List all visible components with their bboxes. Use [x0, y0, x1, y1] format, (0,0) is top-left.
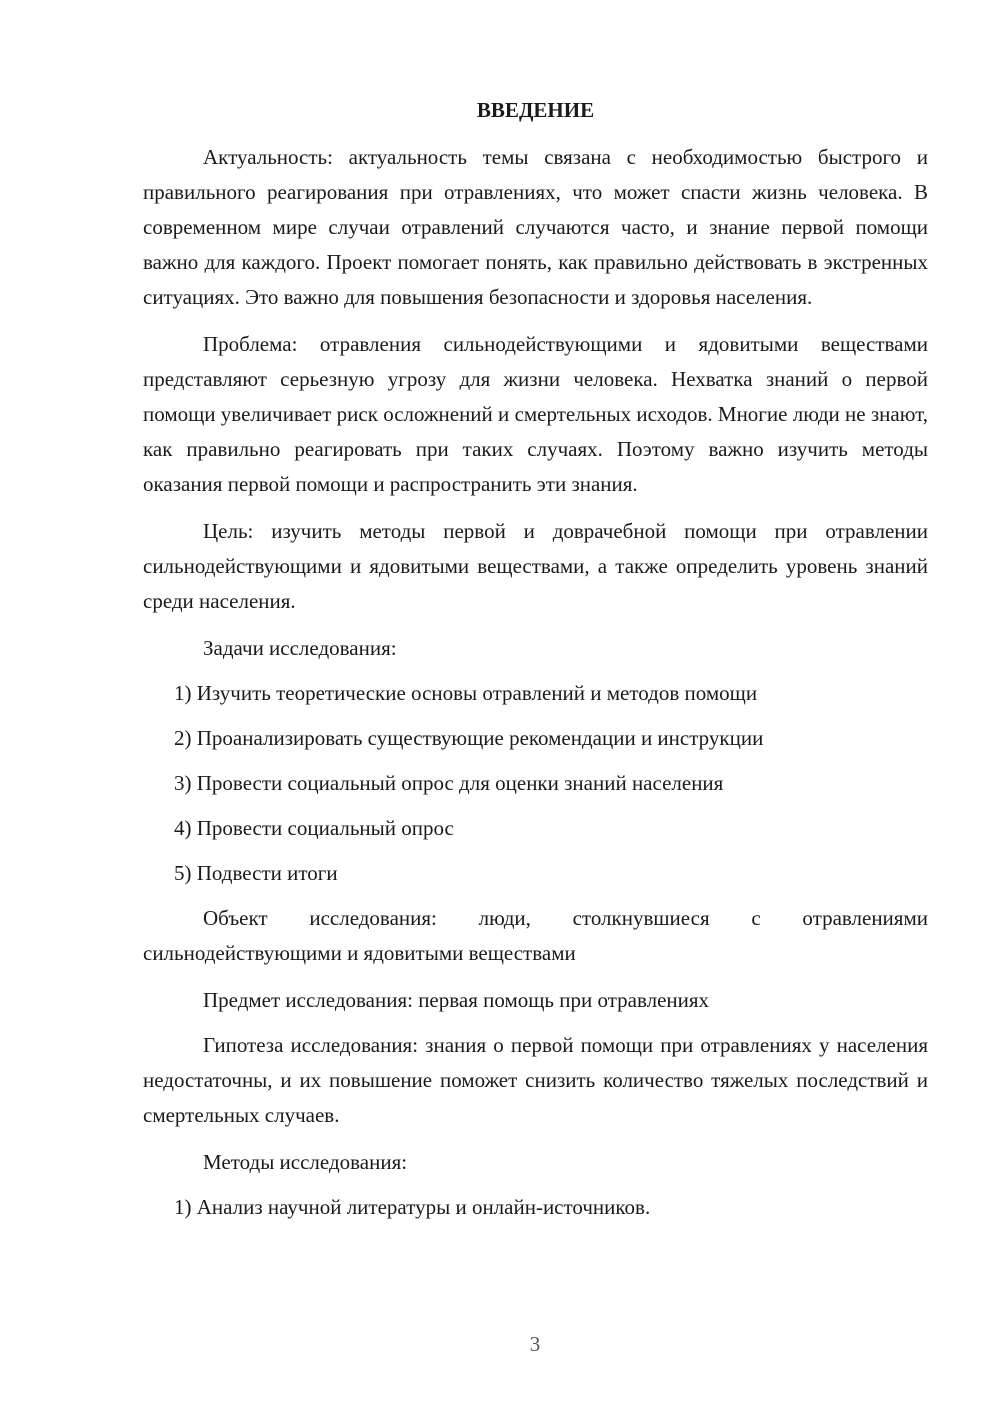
task-item: 4) Провести социальный опрос	[174, 816, 454, 840]
problem-paragraph: Проблема: отравления сильнодействующими и ядовитыми веществами представляют серьезную угрозу для жизни человека. Нехватка знаний о первой помощи увеличивает риск осложнений и смертельных исходов. Многие люди не знают, как правильно реагировать при таких случаях. Поэтому важно изучить методы оказания первой помощи и распространить эти знания.	[143, 332, 928, 496]
object-paragraph: Объект исследования: люди, столкнувшиеся с отравлениями сильнодействующими и ядовитыми веществами	[143, 906, 928, 965]
method-item: 1) Анализ научной литературы и онлайн-источников.	[174, 1195, 651, 1219]
tasks-list	[143, 676, 928, 891]
hypothesis-paragraph: Гипотеза исследования: знания о первой помощи при отравлениях у населения недостаточны, и их повышение поможет снизить количество тяжелых последствий и смертельных случаев.	[143, 1033, 928, 1127]
task-item: 1) Изучить теоретические основы отравлений и методов помощи	[174, 681, 758, 705]
document-page	[143, 92, 928, 1235]
methods-list	[143, 1190, 928, 1225]
goal-paragraph: Цель: изучить методы первой и доврачебной помощи при отравлении сильнодействующими и ядовитыми веществами, а также определить уровень знаний среди населения.	[143, 519, 928, 613]
page-number: 3	[529, 1332, 541, 1356]
methods-heading: Методы исследования:	[203, 1150, 408, 1174]
relevance-paragraph: Актуальность: актуальность темы связана с необходимостью быстрого и правильного реагирования при отравлениях, что может спасти жизнь человека. В современном мире случаи отравлений случаются часто, и знание первой помощи важно для каждого. Проект помогает понять, как правильно действовать в экстренных ситуациях. Это важно для повышения безопасности и здоровья населения.	[143, 145, 928, 309]
task-item: 2) Проанализировать существующие рекомендации и инструкции	[174, 726, 764, 750]
subject-paragraph: Предмет исследования: первая помощь при отравлениях	[203, 988, 710, 1012]
section-title: ВВЕДЕНИЕ	[476, 98, 595, 122]
tasks-heading: Задачи исследования:	[203, 636, 397, 660]
task-item: 5) Подвести итоги	[174, 861, 338, 885]
task-item: 3) Провести социальный опрос для оценки знаний населения	[174, 771, 724, 795]
